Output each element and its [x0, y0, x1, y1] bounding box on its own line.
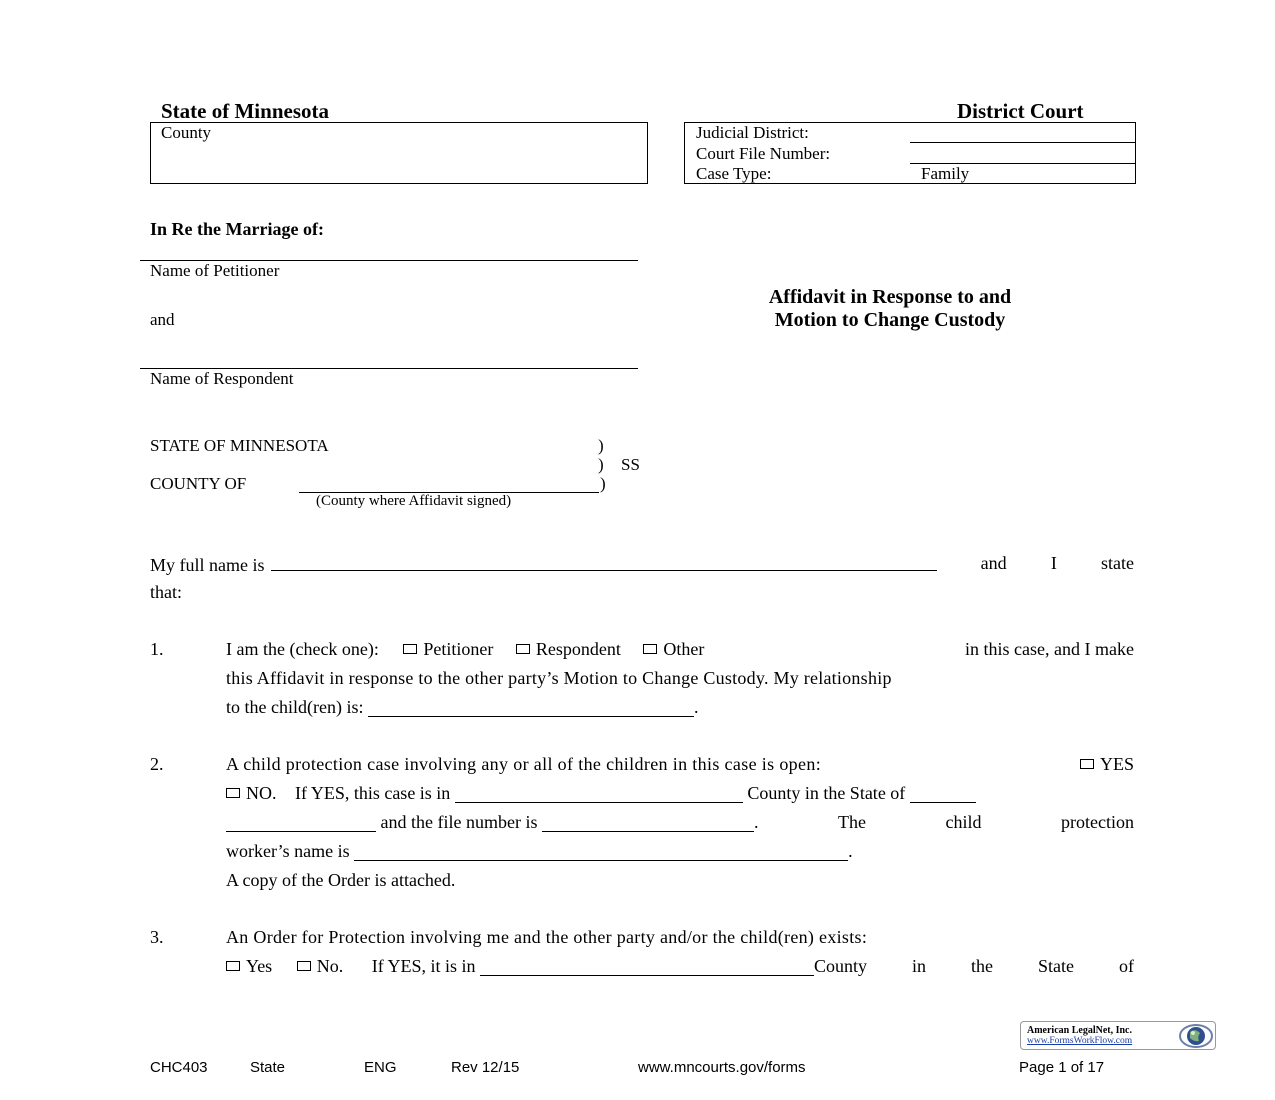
checkbox-cp-no[interactable]: [226, 788, 240, 798]
checkbox-other[interactable]: [643, 644, 657, 654]
venue-paren-3: ): [600, 474, 606, 493]
intro-and: and: [980, 553, 1007, 573]
intro-i: I: [1050, 553, 1057, 573]
item2-line5: A copy of the Order is attached.: [226, 870, 456, 890]
case-info-box: [684, 122, 1136, 184]
logo-company: American LegalNet, Inc.: [1027, 1025, 1132, 1036]
respondent-option-label: Respondent: [535, 639, 621, 659]
item1-opt-other[interactable]: [643, 639, 704, 659]
cp-state-label: County in the State of: [747, 783, 906, 803]
intro-state: state: [1100, 553, 1134, 573]
relationship-label: to the child(ren) is:: [226, 697, 364, 717]
footer-form-id: CHC403: [150, 1059, 208, 1076]
item2-opt-yes[interactable]: [1080, 754, 1134, 775]
county-label: County: [161, 123, 212, 142]
checkbox-petitioner[interactable]: [403, 644, 417, 654]
checkbox-ofp-no[interactable]: [297, 961, 311, 971]
item2-number: 2.: [150, 754, 164, 774]
item3-number: 3.: [150, 927, 164, 947]
item1-tail: in this case, and I make: [965, 639, 1134, 659]
ofp-county-label: If YES, it is in: [371, 956, 476, 976]
respondent-label: Name of Respondent: [150, 369, 294, 388]
cp-worker-label: worker’s name is: [226, 841, 350, 861]
cp-worker-field[interactable]: [354, 843, 848, 861]
item2-word-child: child: [945, 812, 982, 832]
item2-opt-no[interactable]: [226, 783, 277, 803]
cp-state-field-part1[interactable]: [910, 785, 976, 803]
logo-url[interactable]: www.FormsWorkFlow.com: [1027, 1036, 1133, 1046]
petitioner-label: Name of Petitioner: [150, 261, 280, 280]
intro-text: My full name is: [150, 555, 265, 575]
relationship-period: .: [693, 697, 699, 717]
footer-website[interactable]: www.mncourts.gov/forms: [638, 1059, 806, 1076]
petitioner-option-label: Petitioner: [423, 639, 494, 659]
document-title-line1: Affidavit in Response to and: [768, 286, 1012, 308]
document-title-line2: Motion to Change Custody: [774, 309, 1006, 331]
cp-yes-label: YES: [1099, 754, 1134, 774]
footer-language: ENG: [364, 1059, 397, 1076]
cp-county-field[interactable]: [455, 785, 743, 803]
item2-question: A child protection case involving any or all of the children in this case is open:: [226, 754, 822, 774]
item2-line3: [226, 812, 1134, 833]
globe-icon: [1178, 1023, 1214, 1049]
full-name-field[interactable]: [271, 553, 937, 571]
venue-county-label: COUNTY OF: [150, 474, 247, 493]
item2-line1: [226, 754, 1134, 775]
ofp-yes-label: Yes: [246, 956, 273, 976]
footer-page-number: Page 1 of 17: [1019, 1059, 1105, 1076]
case-type-value: Family: [921, 164, 970, 183]
ofp-no-label: No.: [316, 956, 344, 976]
court-heading: District Court: [957, 99, 1084, 123]
venue-state: STATE OF MINNESOTA: [150, 436, 329, 455]
cp-worker-period: .: [848, 841, 853, 861]
ofp-county-field[interactable]: [480, 958, 814, 976]
intro-line: [150, 553, 1134, 576]
venue-ss: SS: [621, 455, 640, 474]
cp-state-field-part2[interactable]: [226, 814, 376, 832]
venue-paren-1: ): [598, 436, 604, 455]
item1-line3: [226, 697, 698, 718]
relationship-field[interactable]: [368, 699, 694, 717]
intro-that: that:: [150, 582, 182, 602]
ofp-word-the: the: [971, 956, 994, 976]
and-text: and: [150, 310, 175, 329]
item3-opt-yes[interactable]: [226, 956, 272, 976]
venue-county-note: (County where Affidavit signed): [316, 493, 512, 509]
judicial-district-label: Judicial District:: [696, 123, 809, 142]
item3-opt-no[interactable]: [297, 956, 344, 976]
footer-revision: Rev 12/15: [451, 1059, 520, 1076]
item1-line1: [226, 639, 1134, 660]
judicial-district-field[interactable]: [910, 142, 1136, 143]
footer-jurisdiction: State: [250, 1059, 286, 1076]
case-type-label: Case Type:: [696, 164, 772, 183]
ofp-word-county: County: [814, 956, 868, 976]
item2-line4: [226, 841, 853, 862]
legalnet-logo: [1020, 1021, 1216, 1050]
item3-line1: An Order for Protection involving me and the other party and/or the child(ren) exists:: [226, 927, 868, 947]
item2-line2: [226, 783, 976, 804]
checkbox-cp-yes[interactable]: [1080, 759, 1094, 769]
ofp-word-of: of: [1118, 956, 1134, 976]
county-box[interactable]: [150, 122, 648, 184]
other-option-label: Other: [663, 639, 705, 659]
cp-no-label: NO.: [246, 783, 277, 803]
item1-opt-respondent[interactable]: [516, 639, 621, 659]
cp-file-number-field[interactable]: [542, 814, 754, 832]
item1-line2: this Affidavit in response to the other party’s Motion to Change Custody. My relationship: [226, 668, 892, 688]
cp-county-label: If YES, this case is in: [295, 783, 451, 803]
checkbox-ofp-yes[interactable]: [226, 961, 240, 971]
item2-word-the: The: [837, 812, 866, 832]
state-heading: State of Minnesota: [161, 99, 329, 123]
ofp-word-state: State: [1037, 956, 1074, 976]
item3-line2: [226, 956, 1134, 977]
item1-opt-petitioner[interactable]: [403, 639, 493, 659]
court-file-number-label: Court File Number:: [696, 144, 831, 163]
venue-paren-2: ): [598, 455, 604, 474]
checkbox-respondent[interactable]: [516, 644, 530, 654]
item1-number: 1.: [150, 639, 164, 659]
item2-word-protection: protection: [1061, 812, 1134, 832]
in-re-heading: In Re the Marriage of:: [150, 219, 324, 239]
ofp-word-in: in: [912, 956, 927, 976]
court-file-number-field[interactable]: [910, 163, 1136, 164]
cp-file-number-period: .: [753, 812, 759, 832]
item1-lead: I am the (check one):: [226, 639, 379, 659]
cp-file-number-label: and the file number is: [380, 812, 538, 832]
